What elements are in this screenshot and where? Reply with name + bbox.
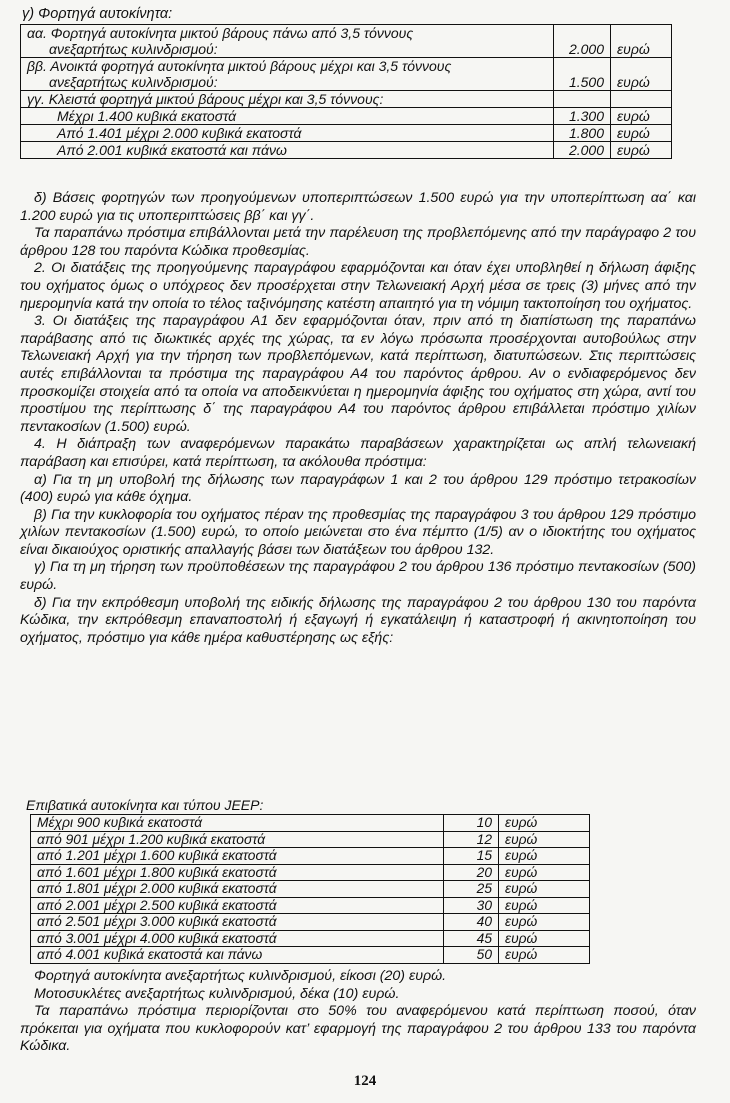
table-cell-currency: ευρώ [611,142,672,159]
table-cell-currency: ευρώ [611,25,672,58]
table-cell-amount: 50 [444,947,499,964]
table-cell-desc: ββ. Ανοικτά φορτηγά αυτοκίνητα μικτού βάρους μέχρι και 3,5 τόννους ανεξαρτήτως κυλινδρισμού: [21,58,554,91]
table-cell-currency [611,91,672,108]
table-row [31,815,590,832]
table-row [31,914,590,931]
table-cell-amount: 1.300 [554,108,611,125]
paragraph: γ) Για τη μη τήρηση των προϋποθέσεων της παραγράφου 2 του άρθρου 136 πρόστιμο πεντακοσίων (500) ευρώ. [20,559,696,594]
table-cell-currency: ευρώ [499,815,590,832]
table-cell-amount: 2.000 [554,25,611,58]
table-cell-desc: Μέχρι 1.400 κυβικά εκατοστά [21,108,554,125]
table-cell-amount: 10 [444,815,499,832]
table-cell-desc: από 2.001 μέχρι 2.500 κυβικά εκατοστά [31,897,444,914]
table-cell-amount: 40 [444,914,499,931]
table-cell-currency: ευρώ [499,897,590,914]
table-row [21,142,672,159]
table-cell-desc: από 1.601 μέχρι 1.800 κυβικά εκατοστά [31,864,444,881]
table-cell-currency: ευρώ [499,881,590,898]
closing-text [20,968,696,1056]
table-row [21,58,672,91]
table-cell-currency: ευρώ [499,947,590,964]
paragraph: δ) Για την εκπρόθεσμη υποβολή της ειδικής δήλωσης της παραγράφου 2 του άρθρου 130 του παρόντα Κώδικα, την εκπρόθεσμη επαναποστολή ή εξαγωγή ή εγκατάλειψη ή καταστροφή ή ακινητοποίηση του οχήματος, πρόστιμο για κάθε ημέρα καθυστέρησης ως εξής: [20,594,696,646]
table-cell-amount: 15 [444,848,499,865]
paragraph: 4. Η διάπραξη των αναφερόμενων παρακάτω παραβάσεων χαρακτηρίζεται ως απλή τελωνειακή παράβαση και επισύρει, κατά περίπτωση, τα ακόλουθα πρόστιμα: [20,436,696,470]
table-cell-currency: ευρώ [499,864,590,881]
table-cell-desc: από 4.001 κυβικά εκατοστά και πάνω [31,947,444,964]
table-cell-amount: 45 [444,930,499,947]
table-cell-desc: από 2.501 μέχρι 3.000 κυβικά εκατοστά [31,914,444,931]
table-cell-amount: 1.500 [554,58,611,91]
table-cell-desc: από 3.001 μέχρι 4.000 κυβικά εκατοστά [31,930,444,947]
table-cell-currency: ευρώ [499,930,590,947]
table-cell-desc: αα. Φορτηγά αυτοκίνητα μικτού βάρους πάνω από 3,5 τόννους ανεξαρτήτως κυλινδρισμού: [21,25,554,58]
table-cell-desc: Μέχρι 900 κυβικά εκατοστά [31,815,444,832]
table-cell-amount: 1.800 [554,125,611,142]
table-cell-desc: γγ. Κλειστά φορτηγά μικτού βάρους μέχρι και 3,5 τόννους: [21,91,554,108]
table-row [31,831,590,848]
body-text [20,190,696,647]
paragraph: Μοτοσυκλέτες ανεξαρτήτως κυλινδρισμού, δέκα (10) ευρώ. [34,985,400,1002]
table-cell-desc: Από 1.401 μέχρι 2.000 κυβικά εκατοστά [21,125,554,142]
table-cell-amount: 25 [444,881,499,898]
table-cell-currency: ευρώ [499,831,590,848]
paragraph: Φορτηγά αυτοκίνητα ανεξαρτήτως κυλινδρισμού, είκοσι (20) ευρώ. [34,968,447,984]
table-cell-desc: από 901 μέχρι 1.200 κυβικά εκατοστά [31,831,444,848]
table-row [31,864,590,881]
table-row [31,881,590,898]
table-cell-desc: από 1.201 μέχρι 1.600 κυβικά εκατοστά [31,848,444,865]
table-cell-desc: από 1.801 μέχρι 2.000 κυβικά εκατοστά [31,881,444,898]
fines-table-trucks [20,24,672,159]
table-cell-amount: 30 [444,897,499,914]
fines-table-passenger-cars [26,797,590,964]
paragraph: Τα παραπάνω πρόστιμα περιορίζονται στο 50% του αναφερόμενου κατά περίπτωση ποσού, όταν πρόκειται για οχήματα που κυκλοφορούν κατ’ εφαρμογή της παραγράφου 2 του άρθρου 133 του παρόντα Κώδικα. [20,1003,696,1055]
table-cell-amount: 2.000 [554,142,611,159]
paragraph: δ) Βάσεις φορτηγών των προηγούμενων υποπεριπτώσεων 1.500 ευρώ για την υποπερίπτωση αα΄ και 1.200 ευρώ για τις υποπεριπτώσεις ββ΄ και γγ΄. [20,190,696,224]
table-row [31,897,590,914]
table-cell-amount: 12 [444,831,499,848]
table-cell-currency: ευρώ [499,914,590,931]
table-cell-amount [554,91,611,108]
table-row [21,125,672,142]
table-row [21,108,672,125]
table-cell-currency: ευρώ [611,125,672,142]
paragraph: α) Για τη μη υποβολή της δήλωσης των παραγράφων 1 και 2 του άρθρου 129 πρόστιμο τετρακοσίων (400) ευρώ για κάθε όχημα. [20,471,696,506]
section-heading: γ) Φορτηγά αυτοκίνητα: [22,6,173,22]
table-row [31,848,590,865]
table-cell-currency: ευρώ [611,58,672,91]
table-caption: Επιβατικά αυτοκίνητα και τύπου JEEP: [26,797,264,813]
paragraph: Τα παραπάνω πρόστιμα επιβάλλονται μετά την παρέλευση της προβλεπόμενης από την παράγραφο 2 του άρθρου 128 του παρόντα Κώδικα προθεσμίας. [20,225,696,259]
table-row [31,930,590,947]
table-row [31,947,590,964]
page-number: 124 [353,1073,377,1089]
paragraph: 2. Οι διατάξεις της προηγούμενης παραγράφου εφαρμόζονται και όταν έχει υποβληθεί η δήλωση άφιξης του οχήματος όμως ο υπόχρεος δεν προσέρχεται στην Τελωνειακή Αρχή μέσα σε τρεις (3) μήνες από την ημερομηνία κατά την οποία το τέλος ταξινόμησης κατέστη απαιτητό για τη νόμιμη τακτοποίηση του οχήματος. [20,260,696,312]
table-cell-currency: ευρώ [499,848,590,865]
paragraph: β) Για την κυκλοφορία του οχήματος πέραν της προθεσμίας της παραγράφου 3 του άρθρου 129 πρόστιμο χιλίων πεντακοσίων (1.500) ευρώ, το οποίο μειώνεται στο ένα πέμπτο (1/5) αν ο ιδιοκτήτης του οχήματος είναι δικαιούχος οριστικής απαλλαγής βάσει των διατάξεων του άρθρου 132. [20,506,696,558]
paragraph: 3. Οι διατάξεις της παραγράφου Α1 δεν εφαρμόζονται όταν, πριν από τη διαπίστωση της παραπάνω παράβασης από τις διωκτικές αρχές της χώρας, τα εν λόγω πρόσωπα προσέρχονται αυτοβούλως στην Τελωνειακή Αρχή για την τήρηση των προβλεπόμενων, κατά περίπτωση, διατυπώσεων. Στις περιπτώσεις αυτές επιβάλλονται τα πρόστιμα της παραγράφου Α4 του παρόντος άρθρου. Αν ο ενδιαφερόμενος δεν προσκομίζει στοιχεία από τα οποία να αποδεικνύεται η ημερομηνία άφιξης του οχήματος στη χώρα, αντί του προστίμου της περίπτωσης δ΄ της παραγράφου Α4 του παρόντος άρθρου επιβάλλεται πρόστιμο χιλίων πεντακοσίων (1.500) ευρώ. [20,313,696,435]
table-row [21,91,672,108]
table-cell-currency: ευρώ [611,108,672,125]
table-cell-amount: 20 [444,864,499,881]
table-row [21,25,672,58]
table-cell-desc: Από 2.001 κυβικά εκατοστά και πάνω [21,142,554,159]
